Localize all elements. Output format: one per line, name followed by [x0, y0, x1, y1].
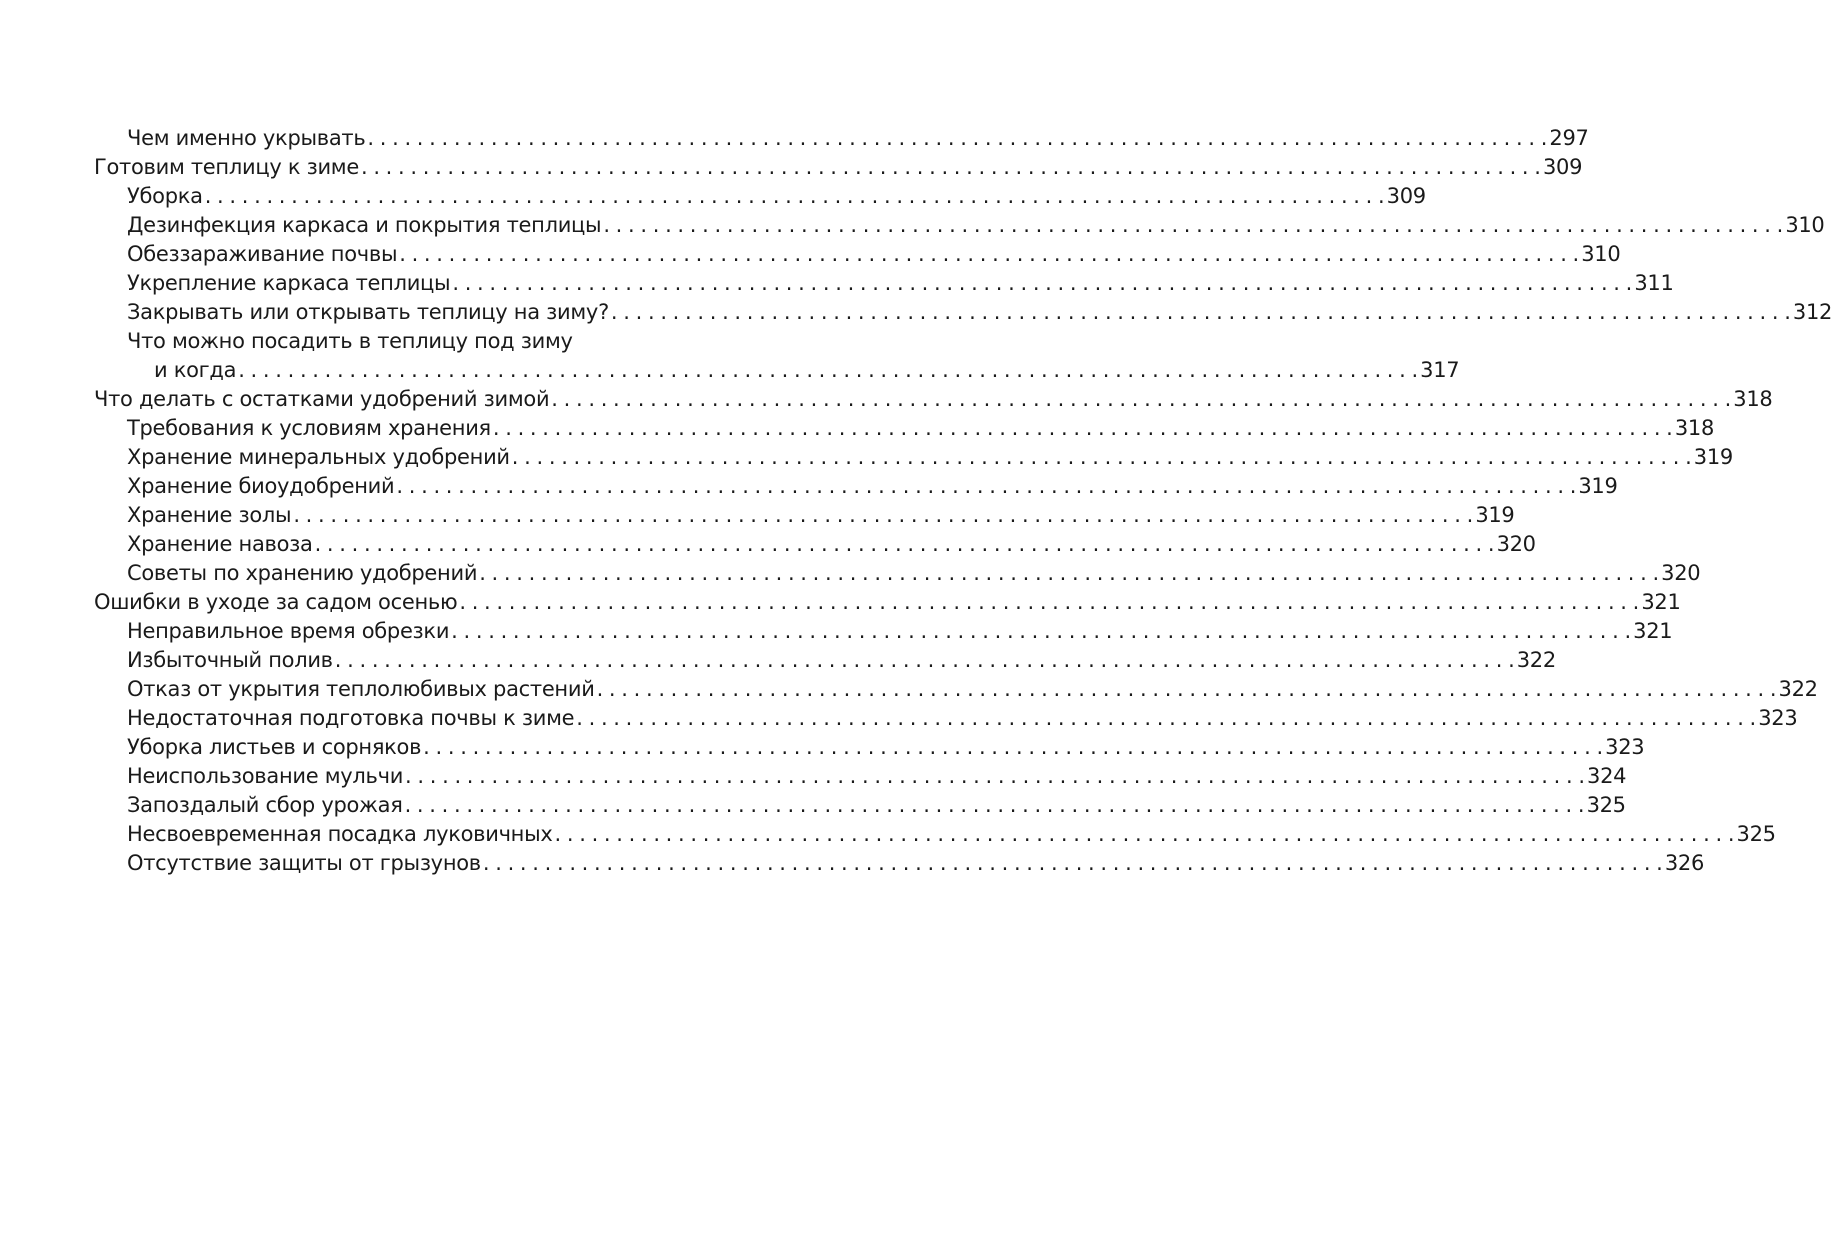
toc-page-number: 320: [1661, 561, 1701, 585]
toc-entry: [94, 501, 1515, 530]
toc-page-number: 326: [1664, 851, 1705, 875]
toc-leader-dots: [396, 472, 1576, 501]
toc-entry: [94, 617, 1673, 646]
toc-page-number: 321: [1641, 590, 1681, 614]
toc-entry: [94, 443, 1733, 472]
toc-page-number: 322: [1516, 648, 1556, 672]
toc-leader-dots: [405, 762, 1585, 791]
toc-entry-title: Обеззараживание почвы: [127, 242, 398, 266]
toc-page-number: 325: [1736, 822, 1776, 846]
toc-leader-dots: [555, 820, 1735, 849]
toc-entry-title: Закрывать или открывать теплицу на зиму?: [127, 300, 609, 324]
toc-entry-title: Неиспользование мульчи: [127, 764, 404, 788]
toc-leader-dots: [603, 211, 1783, 240]
toc-leader-dots: [315, 530, 1495, 559]
toc-entry: [94, 820, 1776, 849]
toc-leader-dots: [335, 646, 1515, 675]
toc-entry-title: Хранение золы: [127, 503, 292, 527]
toc-page-number: 310: [1785, 213, 1825, 237]
toc-leader-dots: [238, 356, 1418, 385]
toc-page-number: 323: [1605, 735, 1645, 759]
toc-entry: [94, 791, 1626, 820]
toc-entry: [94, 356, 1460, 385]
toc-entry-title: Отсутствие защиты от грызунов: [127, 851, 481, 875]
toc-entry-title: Избыточный полив: [127, 648, 333, 672]
toc-leader-dots: [512, 443, 1692, 472]
toc-page-number: 325: [1586, 793, 1626, 817]
toc-entry-title: Чем именно укрывать: [127, 126, 366, 150]
toc-entry-title: Укрепление каркаса теплицы: [127, 271, 451, 295]
toc-entry-title: Несвоевременная посадка луковичных: [127, 822, 553, 846]
toc-section-entry: [94, 153, 1583, 182]
toc-entry-title: Уборка: [127, 184, 203, 208]
toc-entry-title: Ошибки в уходе за садом осенью: [94, 590, 458, 614]
toc-leader-dots: [293, 501, 1473, 530]
toc-page-number: 322: [1778, 677, 1818, 701]
toc-leader-dots: [479, 559, 1659, 588]
toc-leader-dots: [483, 849, 1663, 878]
toc-entry: [94, 240, 1621, 269]
toc-section-entry: [94, 385, 1773, 414]
toc-leader-dots: [205, 182, 1385, 211]
toc-leader-dots: [493, 414, 1673, 443]
toc-leader-dots: [405, 791, 1585, 820]
toc-section-entry: [94, 588, 1681, 617]
toc-leader-dots: [576, 704, 1756, 733]
toc-page-number: 309: [1542, 155, 1583, 179]
toc-entry-title: Хранение биоудобрений: [127, 474, 395, 498]
toc-entry-title: Хранение минеральных удобрений: [127, 445, 510, 469]
toc-page-number: 318: [1674, 416, 1715, 440]
toc-entry-title: Требования к условиям хранения: [127, 416, 491, 440]
toc-entry-title: Хранение навоза: [127, 532, 313, 556]
toc-leader-dots: [361, 153, 1541, 182]
toc-leader-dots: [551, 385, 1731, 414]
toc-entry-title: Дезинфекция каркаса и покрытия теплицы: [127, 213, 602, 237]
toc-leader-dots: [367, 124, 1547, 153]
toc-entry-title: Советы по хранению удобрений: [127, 561, 478, 585]
toc-page-number: 321: [1633, 619, 1673, 643]
toc-page-number: 318: [1733, 387, 1773, 411]
toc-page-number: 319: [1475, 503, 1515, 527]
toc-page-number: 311: [1634, 271, 1674, 295]
toc-entry: [94, 472, 1618, 501]
toc-entry: [94, 646, 1556, 675]
toc-page-number: 319: [1693, 445, 1733, 469]
toc-entry-title: Уборка листьев и сорняков: [127, 735, 422, 759]
toc-entry-title-line1: Что можно посадить в теплицу под зиму: [127, 329, 573, 353]
toc-entry-title: Что делать с остатками удобрений зимой: [94, 387, 550, 411]
toc-entry: [94, 762, 1627, 791]
toc-entry: [94, 849, 1705, 878]
toc-page-number: 310: [1581, 242, 1621, 266]
toc-entry: [94, 704, 1798, 733]
toc-entry-title: Отказ от укрытия теплолюбивых растений: [127, 677, 595, 701]
toc-entry: [94, 733, 1645, 762]
toc-entry-title: Запоздалый сбор урожая: [127, 793, 403, 817]
toc-page-number: 317: [1420, 358, 1460, 382]
toc-entry: [94, 182, 1426, 211]
toc-page-number: 297: [1549, 126, 1589, 150]
toc-leader-dots: [611, 298, 1791, 327]
toc-entry: [94, 559, 1701, 588]
toc-entry: [94, 298, 1832, 327]
toc-leader-dots: [423, 733, 1603, 762]
table-of-contents: [94, 124, 1832, 878]
toc-entry-title-line2: и когда: [154, 358, 237, 382]
toc-leader-dots: [452, 269, 1632, 298]
toc-entry: [94, 211, 1825, 240]
toc-entry: [94, 675, 1818, 704]
toc-page-number: 324: [1587, 764, 1627, 788]
toc-leader-dots: [451, 617, 1631, 646]
toc-page-number: 312: [1792, 300, 1832, 324]
toc-entry-title: Недостаточная подготовка почвы к зиме: [127, 706, 575, 730]
toc-leader-dots: [459, 588, 1639, 617]
toc-page-number: 323: [1758, 706, 1798, 730]
toc-page-number: 320: [1496, 532, 1536, 556]
toc-page-number: 319: [1578, 474, 1618, 498]
toc-leader-dots: [399, 240, 1579, 269]
toc-entry-title: Готовим теплицу к зиме: [94, 155, 359, 179]
toc-entry: [94, 530, 1536, 559]
toc-entry: [94, 269, 1674, 298]
toc-entry: [94, 414, 1715, 443]
toc-entry-title: Неправильное время обрезки: [127, 619, 450, 643]
toc-entry: [94, 124, 1589, 153]
toc-leader-dots: [597, 675, 1777, 704]
toc-page-number: 309: [1386, 184, 1426, 208]
